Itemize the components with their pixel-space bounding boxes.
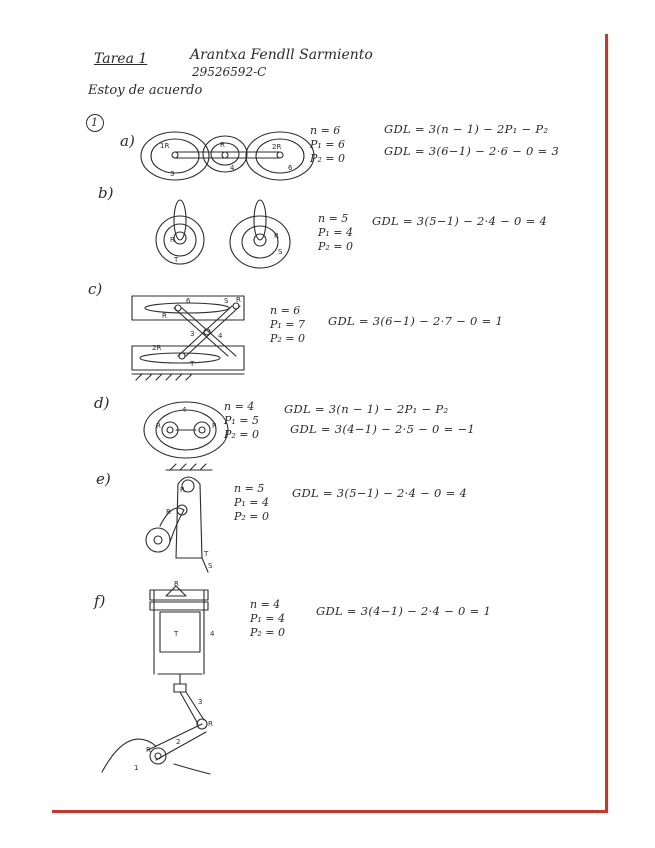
sketch-a-label-r: R	[220, 141, 225, 149]
exercise-e-vars	[234, 482, 269, 524]
exercise-f-p1: P₁ = 4	[250, 612, 286, 625]
sketch-e-label-r: R	[180, 486, 185, 494]
exercise-d-vars	[224, 400, 259, 442]
exercise-b-result: GDL = 3(5−1) − 2·4 − 0 = 4	[372, 214, 548, 228]
sketch-c-label-t: T	[190, 360, 195, 368]
exercise-c-p2: P₂ = 0	[270, 332, 306, 345]
exercise-a-p2: P₂ = 0	[310, 152, 346, 165]
sketch-b-label-s: S	[278, 248, 283, 256]
exercise-b-p1: P₁ = 4	[318, 226, 354, 239]
exercise-d-n: n = 4	[224, 400, 255, 413]
sketch-d-label-4: 4	[182, 406, 187, 414]
sketch-f-label-r2: R	[208, 720, 213, 728]
exercise-c-result: GDL = 3(6−1) − 2·7 − 0 = 1	[328, 314, 504, 328]
sketch-a-label-4: 4	[230, 164, 235, 172]
exercise-b-label: b)	[98, 184, 114, 202]
sketch-c-label-3: 3	[190, 330, 195, 338]
notebook-page	[52, 34, 608, 813]
sketch-b-label-r2: R	[274, 232, 279, 240]
sketch-c-label-r: R	[236, 296, 241, 304]
exercise-e-result: GDL = 3(5−1) − 2·4 − 0 = 4	[292, 486, 468, 500]
sketch-f-label-2: 2	[176, 738, 181, 746]
sketch-a-label-6: 6	[288, 164, 293, 172]
exercise-d-p1: P₁ = 5	[224, 414, 260, 427]
sketch-f-label-r3: R	[146, 746, 151, 754]
exercise-a-vars	[310, 124, 345, 166]
sketch-c-label-s: S	[224, 297, 229, 305]
sketch-f-label-4: 4	[210, 630, 215, 638]
sketch-a-label-3: 3	[170, 170, 175, 178]
exercise-e-p1: P₁ = 4	[234, 496, 270, 509]
exercise-b-vars	[318, 212, 353, 254]
question-number: 1	[91, 116, 98, 129]
exercise-c-vars	[270, 304, 305, 346]
exercise-e-n: n = 5	[234, 482, 265, 495]
student-id: 29526592-C	[192, 65, 267, 79]
exercise-c-p1: P₁ = 7	[270, 318, 306, 331]
exercise-e-label: e)	[96, 470, 111, 488]
sketch-f-label-1: 1	[134, 764, 139, 772]
exercise-d-p2: P₂ = 0	[224, 428, 260, 441]
exercise-a-p1: P₁ = 6	[310, 138, 346, 151]
agreement-note: Estoy de acuerdo	[88, 83, 203, 98]
mechanism-f-sketch	[98, 574, 238, 774]
exercise-d-label: d)	[94, 394, 110, 412]
sketch-b-label-r: R	[170, 236, 175, 244]
sketch-e-label-s: S	[208, 562, 213, 570]
exercise-f-result: GDL = 3(4−1) − 2·4 − 0 = 1	[316, 604, 492, 618]
sketch-c-label-4: 4	[218, 332, 223, 340]
sketch-d-label-r: R	[156, 422, 161, 430]
mechanism-d-sketch	[142, 400, 232, 462]
exercise-a-label: a)	[120, 132, 135, 150]
exercise-b-p2: P₂ = 0	[318, 240, 354, 253]
sketch-c-label-r2: R	[162, 312, 167, 320]
exercise-a-n: n = 6	[310, 124, 341, 137]
exercise-e-p2: P₂ = 0	[234, 510, 270, 523]
sketch-e-label-r2: R	[166, 508, 171, 516]
exercise-d-formula: GDL = 3(n − 1) − 2P₁ − P₂	[284, 402, 449, 416]
sketch-a-label-2r: 2R	[272, 143, 282, 151]
mechanism-b-sketch	[150, 198, 300, 268]
mechanism-a-sketch	[140, 128, 315, 188]
sketch-b-label-t: T	[174, 256, 179, 264]
sketch-a-label-1r: 1R	[160, 142, 170, 150]
assignment-title: Tarea 1	[94, 51, 148, 67]
question-number-circle	[86, 114, 104, 132]
exercise-a-formula: GDL = 3(n − 1) − 2P₁ − P₂	[384, 122, 549, 136]
exercise-f-n: n = 4	[250, 598, 281, 611]
student-name: Arantxa Fendll Sarmiento	[190, 47, 373, 63]
exercise-c-n: n = 6	[270, 304, 301, 317]
sketch-f-label-t: T	[174, 630, 179, 638]
sketch-d-label-r2: R	[212, 422, 217, 430]
exercise-d-result: GDL = 3(4−1) − 2·5 − 0 = −1	[290, 422, 476, 436]
sketch-e-label-t: T	[204, 550, 209, 558]
exercise-b-n: n = 5	[318, 212, 349, 225]
sketch-f-label-r: R	[174, 580, 179, 588]
sketch-c-label-6: 6	[186, 297, 191, 305]
exercise-f-p2: P₂ = 0	[250, 626, 286, 639]
mechanism-e-sketch	[142, 462, 222, 572]
exercise-f-vars	[250, 598, 285, 640]
exercise-a-result: GDL = 3(6−1) − 2·6 − 0 = 3	[384, 144, 560, 158]
exercise-c-label: c)	[88, 280, 103, 298]
sketch-f-label-3: 3	[198, 698, 203, 706]
sketch-c-label-2r: 2R	[152, 344, 162, 352]
exercise-f-label: f)	[94, 592, 106, 610]
